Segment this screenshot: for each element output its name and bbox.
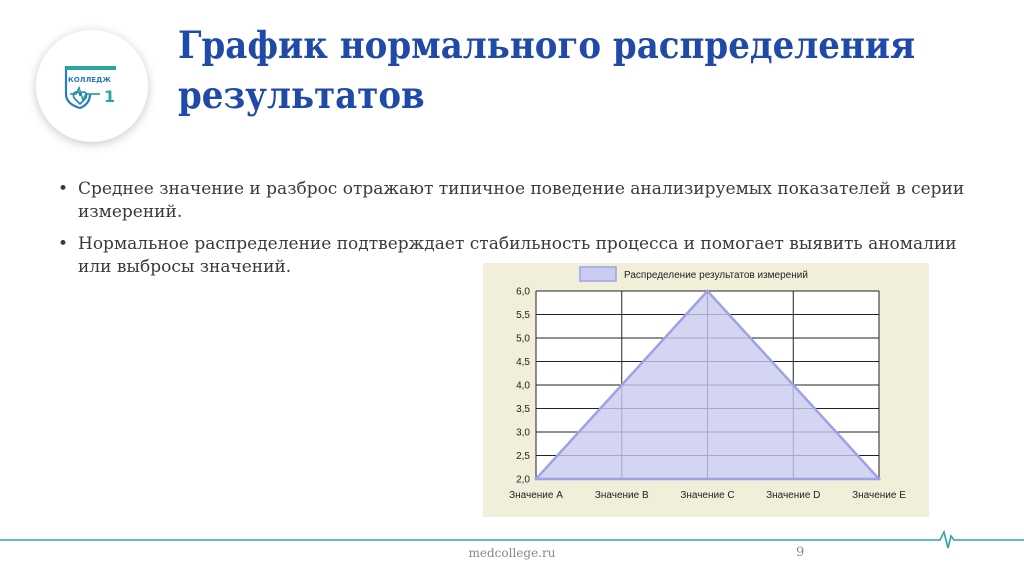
legend-label: Распределение результатов измерений bbox=[624, 270, 808, 281]
series-point bbox=[878, 478, 881, 481]
series-point bbox=[792, 384, 795, 387]
y-tick-label: 2,0 bbox=[516, 474, 530, 486]
x-tick-label: Значение D bbox=[766, 490, 821, 501]
chart-canvas bbox=[483, 263, 929, 517]
bullet-text: Нормальное распределение подтверждает стабильность процесса и помогает выявить аномалии или выбросы значений. bbox=[78, 234, 957, 277]
y-tick-label: 2,5 bbox=[516, 451, 530, 462]
y-tick-label: 5,5 bbox=[516, 310, 530, 321]
slide-title: График нормального распределения результатов bbox=[178, 23, 916, 117]
y-tick-label: 3,0 bbox=[516, 427, 530, 439]
y-tick-label: 4,0 bbox=[516, 380, 530, 392]
bullet-item bbox=[58, 178, 968, 224]
x-tick-label: Значение B bbox=[594, 490, 649, 501]
logo-heart-icon bbox=[60, 58, 124, 114]
footer-website: medcollege.ru bbox=[468, 546, 556, 560]
legend-swatch bbox=[580, 267, 616, 281]
college-logo bbox=[36, 30, 148, 142]
y-tick-label: 6,0 bbox=[516, 286, 530, 298]
y-tick-label: 3,5 bbox=[516, 404, 530, 415]
page-number: 9 bbox=[796, 545, 805, 560]
x-tick-label: Значение C bbox=[680, 490, 735, 501]
logo-text: КОЛЛЕДЖ bbox=[68, 76, 111, 84]
x-tick-label: Значение E bbox=[852, 490, 906, 501]
series-point bbox=[706, 290, 709, 293]
y-tick-label: 4,5 bbox=[516, 357, 530, 368]
logo-number: 1 bbox=[104, 87, 116, 106]
distribution-chart bbox=[483, 263, 929, 517]
bullet-dot-icon: • bbox=[58, 179, 69, 199]
y-tick-label: 5,0 bbox=[516, 333, 530, 345]
series-point bbox=[620, 384, 623, 387]
x-tick-label: Значение A bbox=[509, 490, 563, 501]
bullet-dot-icon: • bbox=[58, 234, 69, 254]
series-point bbox=[535, 478, 538, 481]
bullet-text: Среднее значение и разброс отражают типичное поведение анализируемых показателей в серии измерений. bbox=[78, 179, 965, 222]
